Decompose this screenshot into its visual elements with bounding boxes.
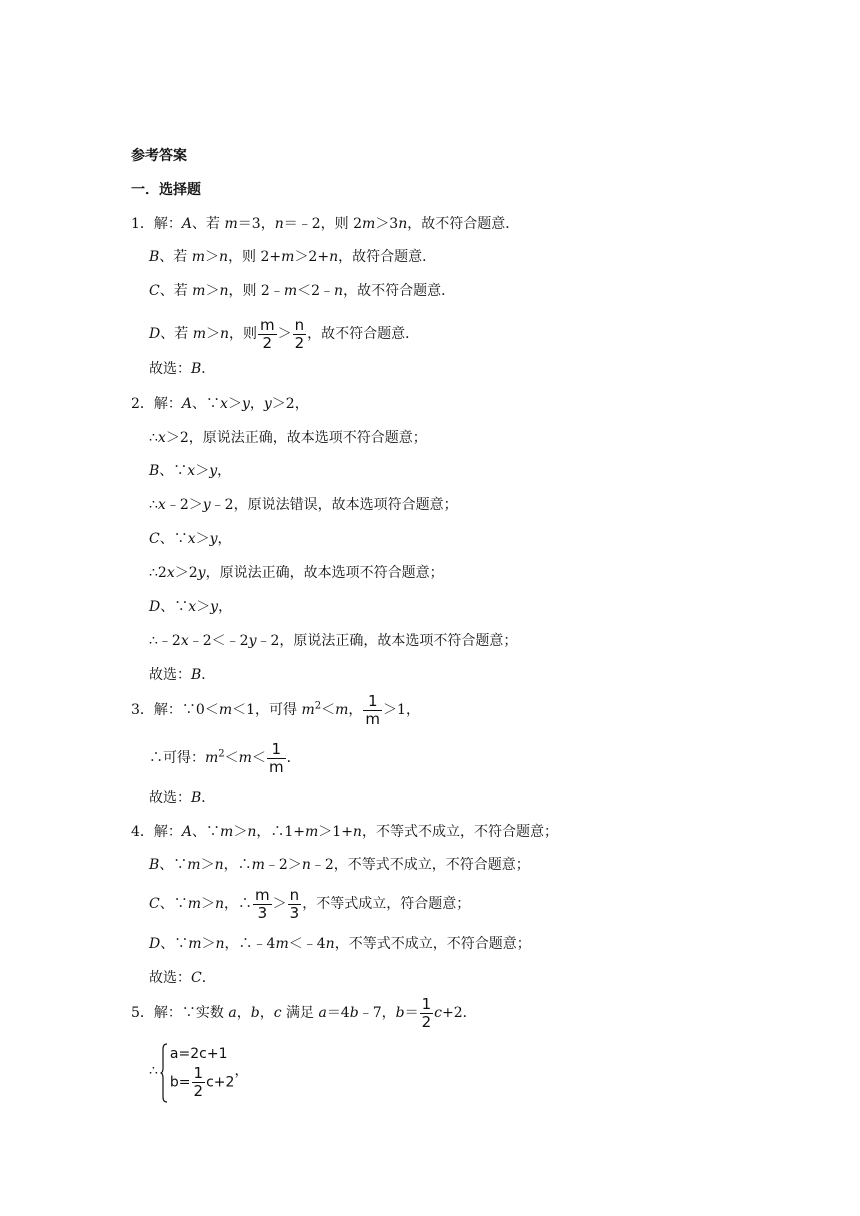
fraction	[288, 887, 302, 922]
text: ﹣2＞	[165, 497, 203, 513]
var: y	[202, 497, 211, 513]
var: y	[263, 396, 272, 412]
text: ，故不符合题意．	[343, 283, 456, 299]
var: y	[197, 565, 206, 581]
q1-line4	[149, 316, 419, 352]
denominator: 2	[258, 334, 277, 352]
text: ∴	[149, 430, 158, 446]
option-label: B	[149, 249, 160, 265]
var: x	[180, 633, 189, 649]
text: 、∵	[192, 396, 221, 412]
option-label: A	[181, 396, 193, 412]
q2-line3	[149, 461, 231, 481]
var: n	[219, 249, 229, 265]
text: ．	[201, 361, 216, 377]
var: m	[218, 702, 233, 718]
text: ＞	[196, 599, 211, 615]
text: ﹣2，不等式不成立，不符合题意；	[310, 857, 530, 873]
var: m	[283, 283, 298, 299]
var: n	[247, 824, 257, 840]
fraction	[258, 317, 277, 352]
q2-line7	[149, 597, 232, 617]
text: ＞2+	[294, 249, 330, 265]
numerator: n	[289, 885, 300, 904]
q3-line1	[131, 692, 420, 728]
text: 解：	[153, 216, 182, 232]
q2-line5	[149, 529, 232, 549]
var: a	[318, 1005, 327, 1021]
text: 、若	[160, 326, 193, 342]
text: ，	[234, 1063, 249, 1079]
text: ＞	[205, 326, 220, 342]
var: n	[398, 216, 408, 232]
var: n	[215, 936, 225, 952]
text: 解：∵实数	[153, 1005, 229, 1021]
q2-line6	[149, 563, 444, 583]
var: m	[220, 824, 234, 840]
text: ＜1，可得	[232, 702, 302, 718]
q1-line3	[149, 281, 455, 301]
var: m	[192, 283, 206, 299]
text: ．	[201, 790, 216, 806]
var: n	[352, 824, 362, 840]
text: ＞1+	[318, 824, 353, 840]
text: ∴﹣2	[149, 633, 181, 649]
denominator: 2	[294, 333, 305, 352]
text: 解：	[153, 824, 182, 840]
text: ∴可得：	[149, 750, 205, 766]
text: ，则	[229, 326, 257, 342]
var: x	[220, 396, 228, 412]
text: ，则 2+	[228, 249, 282, 265]
text: ﹣2，原说法错误，故本选项符合题意；	[210, 497, 458, 513]
q3-line2	[149, 740, 301, 776]
text: ＞	[205, 283, 220, 299]
text: ＞	[201, 936, 216, 952]
text: ﹣7，	[358, 1005, 396, 1021]
q2-line8	[149, 631, 517, 651]
section-heading: 一．选择题	[131, 182, 201, 198]
q4-line1	[131, 822, 558, 842]
text: 解：∵0＜	[153, 702, 219, 718]
var: x	[166, 565, 175, 581]
text: ．	[286, 750, 301, 766]
question-number: 5．	[131, 1005, 154, 1021]
equation-row-2	[170, 1065, 235, 1100]
text: ，∴1+	[256, 824, 305, 840]
var: m	[224, 216, 238, 232]
var: m	[305, 824, 319, 840]
text: b=	[169, 1074, 191, 1090]
var: x	[157, 430, 166, 446]
text: 故选：	[149, 667, 191, 683]
option-label: D	[149, 936, 161, 952]
q2-line1	[131, 394, 309, 414]
fraction	[420, 996, 434, 1031]
text: ，故不符合题意．	[307, 326, 420, 342]
q1-line1	[131, 214, 519, 234]
q5-line1	[131, 995, 477, 1031]
text: ＞	[227, 396, 242, 412]
var: x	[188, 599, 197, 615]
text: ﹣2，原说法正确，故本选项不符合题意；	[256, 633, 518, 649]
text: ＞	[195, 463, 210, 479]
var: b	[395, 1005, 405, 1021]
var: c	[434, 1005, 442, 1021]
var: x	[187, 463, 196, 479]
text: ，原说法正确，故本选项不符合题意；	[205, 565, 444, 581]
answer-choice: B	[191, 361, 202, 377]
text: ＞2，	[271, 396, 309, 412]
denominator: 3	[253, 904, 272, 922]
var: n	[274, 216, 284, 232]
text: ＝﹣2，则 2	[283, 216, 362, 232]
text: c+2	[206, 1074, 235, 1090]
text: ，∴	[223, 857, 252, 873]
text: ＞	[205, 249, 220, 265]
text: 、若	[159, 249, 192, 265]
option-label: D	[149, 326, 161, 342]
var: y	[209, 463, 218, 479]
var: m	[251, 857, 265, 873]
var: n	[219, 326, 229, 342]
text: ＜﹣4	[288, 936, 326, 952]
option-label: D	[149, 599, 161, 615]
var: b	[349, 1005, 359, 1021]
text: +2．	[441, 1005, 477, 1021]
text: ．	[201, 970, 216, 986]
numerator: 1	[421, 994, 432, 1013]
text: ＞	[195, 531, 210, 547]
text: ＜	[321, 702, 336, 718]
numerator: 1	[367, 691, 378, 710]
text: 、若	[159, 283, 193, 299]
option-label: C	[149, 283, 160, 299]
var: m	[362, 216, 376, 232]
text: 、∵	[159, 463, 188, 479]
var: b	[250, 1005, 260, 1021]
numerator: 1	[271, 739, 282, 758]
numerator: m	[255, 885, 270, 904]
fraction	[293, 317, 307, 352]
text: 解：	[153, 396, 182, 412]
question-number: 1．	[131, 216, 154, 232]
text: ，	[348, 702, 363, 718]
superscript: 2	[218, 748, 225, 760]
var: n	[325, 936, 335, 952]
var: n	[329, 249, 339, 265]
text: ．	[201, 667, 216, 683]
text: ，	[217, 463, 232, 479]
fraction	[192, 1065, 206, 1100]
option-label: C	[149, 896, 160, 912]
left-brace-icon	[160, 1043, 168, 1103]
option-label: B	[149, 857, 160, 873]
q3-answer	[149, 788, 215, 808]
text: 、∵	[159, 896, 188, 912]
answer-choice: B	[191, 667, 202, 683]
fraction	[253, 887, 272, 922]
text: ，故符合题意．	[338, 249, 437, 265]
text: ＝4	[326, 1005, 350, 1021]
var: m	[188, 936, 202, 952]
var: m	[238, 750, 252, 766]
var: m	[281, 249, 295, 265]
text: ，	[218, 599, 233, 615]
var: x	[157, 497, 166, 513]
text: ＞	[272, 896, 287, 912]
denominator: 3	[289, 903, 300, 922]
text: ＜	[224, 750, 239, 766]
var: m	[191, 249, 206, 265]
text: 、∵	[192, 824, 221, 840]
option-label: B	[149, 463, 160, 479]
text: ﹣2＜﹣2	[188, 633, 249, 649]
var: n	[215, 896, 225, 912]
var: m	[192, 326, 206, 342]
var: n	[334, 283, 344, 299]
text: ∴2	[149, 565, 167, 581]
text: ∴	[149, 497, 158, 513]
numerator: n	[294, 315, 305, 334]
option-label: A	[181, 216, 193, 232]
text: ，不等式不成立，不符合题意；	[361, 824, 558, 840]
text: ＜	[251, 750, 266, 766]
text: ，	[236, 1005, 251, 1021]
q2-line2	[149, 428, 427, 448]
text: 、若	[192, 216, 225, 232]
text: ＝3，	[237, 216, 275, 232]
q1-answer	[149, 359, 215, 379]
text: ＞	[233, 824, 248, 840]
q4-line3	[149, 886, 470, 922]
answer-choice: C	[191, 970, 202, 986]
q5-line2	[149, 1041, 248, 1101]
text: ＝	[404, 1005, 419, 1021]
var: m	[205, 750, 219, 766]
option-label: A	[181, 824, 193, 840]
text: ＞2	[174, 565, 198, 581]
text: ，故不符合题意．	[407, 216, 520, 232]
equation-system	[160, 1043, 235, 1100]
var: x	[187, 531, 196, 547]
numerator: m	[260, 315, 275, 334]
q2-line4	[149, 495, 458, 515]
text: ＞3	[375, 216, 399, 232]
q4-answer	[149, 968, 216, 988]
text: 、∵	[160, 599, 189, 615]
text: ，	[217, 531, 232, 547]
question-number: 3．	[131, 702, 154, 718]
question-number: 2．	[131, 396, 154, 412]
text: ∴	[149, 1063, 158, 1079]
equation-row-1: a=2c+1	[169, 1045, 228, 1062]
text: 故选：	[149, 361, 191, 377]
text: ＜2﹣	[297, 283, 335, 299]
text: ﹣2＞	[264, 857, 302, 873]
answer-choice: B	[191, 790, 202, 806]
fraction	[267, 741, 286, 776]
q2-answer	[149, 665, 215, 685]
denominator: 2	[193, 1081, 204, 1100]
var: y	[248, 633, 257, 649]
text: 故选：	[149, 790, 191, 806]
superscript: 2	[314, 700, 322, 712]
var: m	[301, 702, 315, 718]
text: ，则 2﹣	[228, 283, 284, 299]
q1-line2	[149, 247, 436, 267]
text: 、∵	[160, 936, 189, 952]
var: m	[335, 702, 349, 718]
var: m	[187, 896, 201, 912]
var: m	[187, 857, 201, 873]
var: y	[209, 531, 218, 547]
text: ，不等式不成立，不符合题意；	[334, 936, 531, 952]
text: 满足	[281, 1005, 319, 1021]
q4-line2	[149, 855, 530, 875]
q4-line4	[149, 934, 531, 954]
text: ，∴	[224, 896, 253, 912]
var: a	[228, 1005, 237, 1021]
text: ＞	[277, 326, 292, 342]
text: ，不等式成立，符合题意；	[302, 896, 471, 912]
var: m	[275, 936, 289, 952]
text: ＞	[200, 857, 215, 873]
denominator: m	[268, 757, 284, 776]
text: ，∴﹣4	[224, 936, 276, 952]
numerator: 1	[193, 1063, 204, 1082]
denominator: m	[365, 709, 381, 728]
var: n	[219, 283, 229, 299]
fraction	[363, 693, 382, 728]
var: y	[241, 396, 250, 412]
var: n	[301, 857, 311, 873]
var: c	[273, 1005, 282, 1021]
text: ＞1，	[383, 702, 420, 718]
text: 故选：	[149, 970, 191, 986]
denominator: 2	[421, 1012, 432, 1031]
text: ＞	[201, 896, 215, 912]
text: 、∵	[159, 531, 188, 547]
option-label: C	[149, 531, 160, 547]
text: ＞2，原说法正确，故本选项不符合题意；	[165, 430, 427, 446]
var: n	[214, 857, 224, 873]
text: 、∵	[159, 857, 188, 873]
var: y	[210, 599, 219, 615]
text: ，	[249, 396, 264, 412]
text: ，	[259, 1005, 274, 1021]
question-number: 4．	[131, 824, 154, 840]
page-title: 参考答案	[131, 148, 187, 164]
